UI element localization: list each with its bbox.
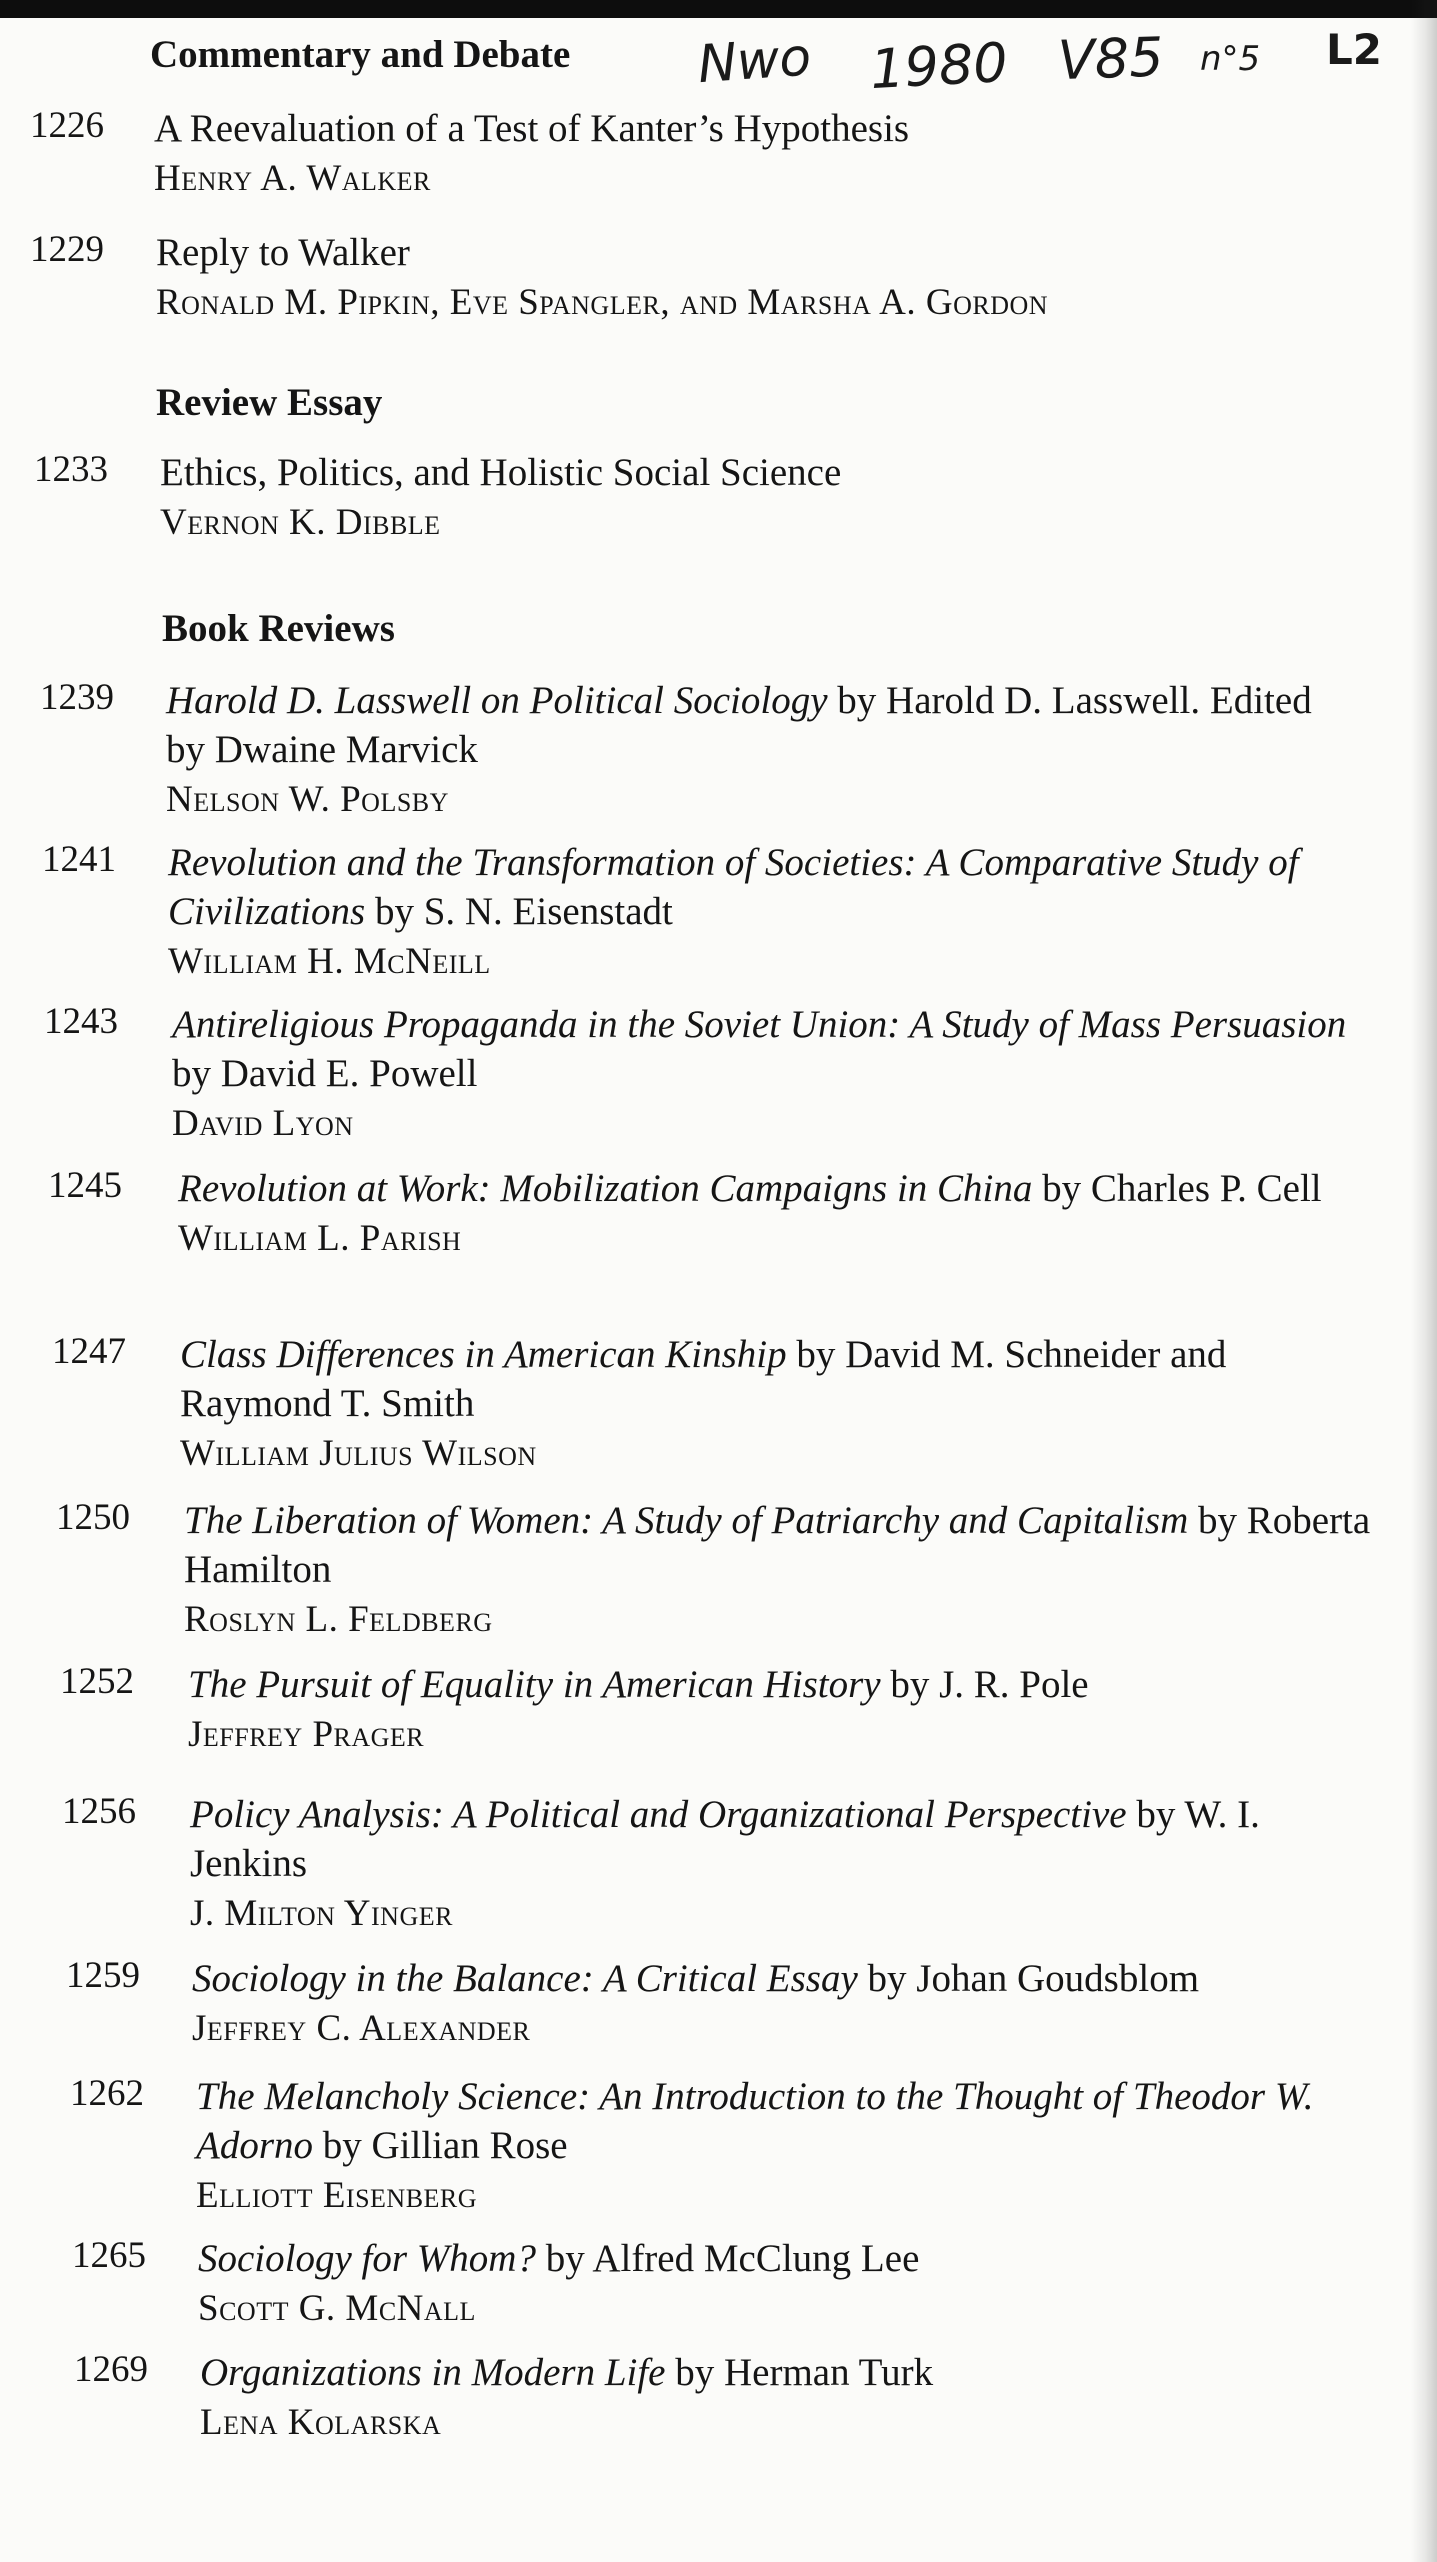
entry-title: Class Differences in American Kinship	[180, 1333, 787, 1376]
page-number: 1226	[30, 105, 104, 146]
entry-text: by S. N. Eisenstadt	[365, 890, 673, 933]
entry-body	[188, 1660, 1378, 1759]
page-number: 1229	[30, 229, 104, 270]
entry-body	[196, 2072, 1376, 2220]
entry-author: Roslyn L. Feldberg	[184, 1599, 493, 1640]
entry-title: Organizations in Modern Life	[200, 2351, 666, 2394]
entry-author: Jeffrey C. Alexander	[192, 2008, 531, 2049]
page-number: 1259	[66, 1955, 140, 1996]
entry-body	[156, 228, 1376, 327]
handwritten-annotation-text-5: L2	[1326, 25, 1382, 74]
entry-text: Reply to Walker	[156, 231, 410, 274]
entry-body	[154, 104, 1354, 203]
section-heading-review-essay: Review Essay	[156, 381, 383, 424]
page-number: 1269	[74, 2349, 148, 2390]
handwritten-annotation-text-3: V85	[1056, 25, 1165, 93]
page-number: 1241	[42, 839, 116, 880]
page-number: 1265	[72, 2235, 146, 2276]
page-number: 1233	[34, 449, 108, 490]
page-number: 1250	[56, 1497, 130, 1538]
entry-title: Sociology for Whom?	[198, 2237, 536, 2280]
page-number: 1245	[48, 1165, 122, 1206]
entry-title: Revolution at Work: Mobilization Campaigns in China	[178, 1167, 1033, 1210]
entry-text: by J. R. Pole	[880, 1663, 1089, 1706]
entry-text: by David E. Powell	[172, 1052, 478, 1095]
entry-title: Antireligious Propaganda in the Soviet Union: A Study of Mass Persuasion	[172, 1003, 1347, 1046]
entry-body	[160, 448, 1360, 547]
page-number: 1243	[44, 1001, 118, 1042]
entry-text: by W. I. Jenkins	[190, 1793, 1260, 1885]
entry-body	[172, 1000, 1362, 1148]
entry-author: William L. Parish	[178, 1218, 462, 1259]
entry-text: by Johan Goudsblom	[857, 1957, 1200, 2000]
scan-right-edge-shadow	[1411, 0, 1437, 2562]
entry-body	[178, 1164, 1368, 1263]
entry-author: Scott G. McNall	[198, 2288, 476, 2329]
entry-author: Nelson W. Polsby	[166, 779, 449, 820]
page-number: 1247	[52, 1331, 126, 1372]
entry-body	[190, 1790, 1370, 1938]
entry-body	[198, 2234, 1378, 2333]
entry-title: The Liberation of Women: A Study of Patriarchy and Capitalism	[184, 1499, 1189, 1542]
entry-author: William Julius Wilson	[180, 1433, 537, 1474]
section-heading-commentary: Commentary and Debate	[150, 33, 571, 76]
entry-text: by Gillian Rose	[313, 2124, 568, 2167]
page-number: 1256	[62, 1791, 136, 1832]
entry-author: David Lyon	[172, 1103, 354, 1144]
handwritten-annotation-text-4: n°5	[1200, 39, 1261, 79]
page-number: 1262	[70, 2073, 144, 2114]
entry-title: Revolution and the Transformation of Societies: A Comparative Study of Civilizations	[168, 841, 1299, 933]
entry-text: by David M. Schneider and Raymond T. Smith	[180, 1333, 1227, 1425]
entry-title: Policy Analysis: A Political and Organizational Perspective	[190, 1793, 1127, 1836]
entry-body	[200, 2348, 1380, 2447]
entry-body	[192, 1954, 1372, 2053]
entry-body	[166, 676, 1356, 824]
entry-text: by Harold D. Lasswell. Edited by Dwaine Marvick	[166, 679, 1312, 771]
entry-author: Lena Kolarska	[200, 2402, 442, 2443]
entry-body	[168, 838, 1358, 986]
entry-title: Harold D. Lasswell on Political Sociology	[166, 679, 828, 722]
page-number: 1252	[60, 1661, 134, 1702]
entry-author: William H. McNeill	[168, 941, 491, 982]
entry-author: Jeffrey Prager	[188, 1714, 425, 1755]
entry-title: The Melancholy Science: An Introduction to the Thought of Theodor W. Adorno	[196, 2075, 1314, 2167]
entry-author: Vernon K. Dibble	[160, 502, 441, 543]
entry-body	[180, 1330, 1370, 1478]
entry-text: A Reevaluation of a Test of Kanter’s Hypothesis	[154, 107, 910, 150]
entry-author: J. Milton Yinger	[190, 1893, 453, 1934]
entry-title: Sociology in the Balance: A Critical Essay	[192, 1957, 858, 2000]
page-number: 1239	[40, 677, 114, 718]
entry-body	[184, 1496, 1374, 1644]
handwritten-annotation-text-2: 1980	[868, 30, 1010, 102]
entry-title: The Pursuit of Equality in American History	[188, 1663, 881, 1706]
entry-text: by Charles P. Cell	[1032, 1167, 1322, 1210]
entry-author: Ronald M. Pipkin, Eve Spangler, and Marsha A. Gordon	[156, 282, 1049, 323]
entry-author: Elliott Eisenberg	[196, 2175, 478, 2216]
entry-text: by Herman Turk	[665, 2351, 934, 2394]
entry-author: Henry A. Walker	[154, 158, 431, 199]
entry-text: Ethics, Politics, and Holistic Social Science	[160, 451, 842, 494]
handwritten-annotation	[690, 14, 1410, 104]
section-heading-book-reviews: Book Reviews	[162, 607, 395, 650]
entry-text: by Alfred McClung Lee	[535, 2237, 920, 2280]
entry-text: by Roberta Hamilton	[184, 1499, 1371, 1591]
handwritten-annotation-text-1: Nwo	[695, 27, 814, 96]
